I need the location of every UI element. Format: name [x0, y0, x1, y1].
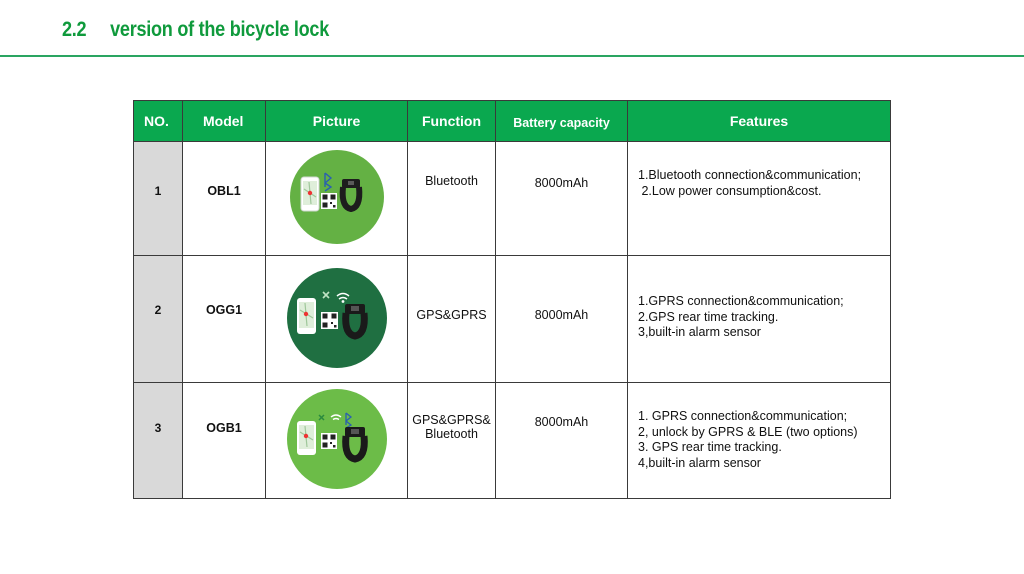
header-function: Function [408, 101, 496, 142]
row-number: 1 [134, 142, 183, 256]
product-image [287, 149, 387, 245]
header-features: Features [628, 101, 891, 142]
row-number: 2 [134, 256, 183, 383]
table-row [134, 256, 891, 383]
header-picture: Picture [266, 101, 408, 142]
header-model: Model [183, 101, 266, 142]
phone-map-icon [297, 298, 316, 334]
row-picture [266, 383, 408, 499]
phone-map-icon [297, 421, 316, 455]
product-image [285, 387, 389, 491]
row-picture [266, 256, 408, 383]
table-header-row [134, 101, 891, 142]
header-no: NO. [134, 101, 183, 142]
table-row [134, 383, 891, 499]
header-battery: Battery capacity [496, 101, 628, 142]
row-features: 1.GPRS connection&communication; 2.GPS rear time tracking. 3,built-in alarm sensor [628, 256, 891, 383]
bicycle-lock-table [133, 100, 891, 499]
qr-code-icon [321, 312, 338, 329]
row-picture [266, 142, 408, 256]
row-battery: 8000mAh [496, 383, 628, 499]
page-title: 2.2 version of the bicycle lock [62, 18, 330, 41]
row-function: GPS&GPRS& Bluetooth [408, 383, 496, 499]
phone-map-icon [301, 177, 319, 211]
row-model: OBL1 [183, 142, 266, 256]
row-function: GPS&GPRS [408, 256, 496, 383]
row-battery: 8000mAh [496, 256, 628, 383]
table-row [134, 142, 891, 256]
row-function: Bluetooth [408, 142, 496, 256]
qr-code-icon [321, 433, 337, 449]
title-divider [0, 55, 1024, 57]
row-features: 1.Bluetooth connection&communication; 2.Low power consumption&cost. [628, 142, 891, 256]
row-features: 1. GPRS connection&communication; 2, unlock by GPRS & BLE (two options) 3. GPS rear time tracking. 4,built-in alarm sensor [628, 383, 891, 499]
row-number: 3 [134, 383, 183, 499]
product-image [285, 266, 389, 370]
row-model: OGG1 [183, 256, 266, 383]
qr-code-icon [321, 193, 337, 209]
row-battery: 8000mAh [496, 142, 628, 256]
row-model: OGB1 [183, 383, 266, 499]
